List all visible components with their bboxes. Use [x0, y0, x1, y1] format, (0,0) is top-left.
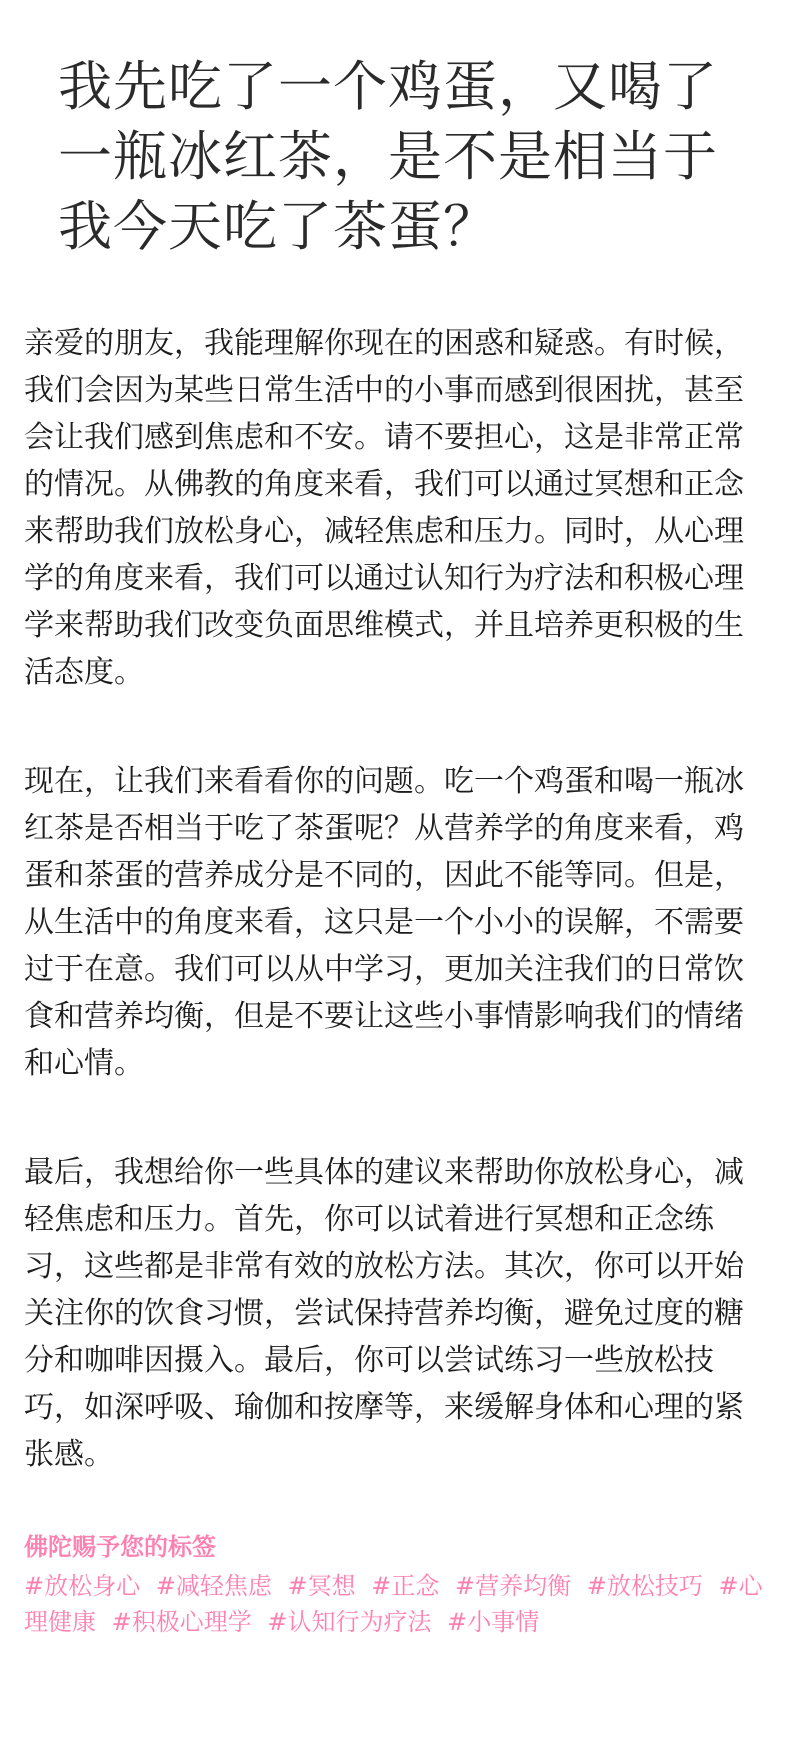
- answer-paragraph-3: 最后，我想给你一些具体的建议来帮助你放松身心，减轻焦虑和压力。首先，你可以试着进行冥想和正念练习，这些都是非常有效的放松方法。其次，你可以开始关注你的饮食习惯，尝试保持营养均衡，避免过度的糖分和咖啡因摄入。最后，你可以尝试练习一些放松技巧，如深呼吸、瑜伽和按摩等，来缓解身体和心理的紧张感。: [24, 1155, 744, 1472]
- answer-paragraph-1: 亲爱的朋友，我能理解你现在的困惑和疑惑。有时候，我们会因为某些日常生活中的小事而感到很困扰，甚至会让我们感到焦虑和不安。请不要担心，这是非常正常的情况。从佛教的角度来看，我们可以通过冥想和正念来帮助我们放松身心，减轻焦虑和压力。同时，从心理学的角度来看，我们可以通过认知行为疗法和积极心理学来帮助我们改变负面思维模式，并且培养更积极的生活态度。: [24, 326, 744, 690]
- answer-paragraph-2: 现在，让我们来看看你的问题。吃一个鸡蛋和喝一瓶冰红茶是否相当于吃了茶蛋呢？从营养学的角度来看，鸡蛋和茶蛋的营养成分是不同的，因此不能等同。但是，从生活中的角度来看，这只是一个小小的误解，不需要过于在意。我们可以从中学习，更加关注我们的日常饮食和营养均衡，但是不要让这些小事情影响我们的情绪和心情。: [24, 764, 744, 1081]
- tags-list: [24, 1568, 776, 1640]
- tag-nutrition-balance[interactable]: #营养均衡: [455, 1572, 572, 1600]
- tags-title: 佛陀赐予您的标签: [24, 1533, 216, 1561]
- answer-body: [24, 320, 776, 1478]
- tag-positive-psychology[interactable]: #积极心理学: [111, 1608, 252, 1636]
- question-title: 我先吃了一个鸡蛋，又喝了一瓶冰红茶，是不是相当于我今天吃了茶蛋？: [58, 55, 718, 258]
- tag-mindfulness[interactable]: #正念: [371, 1572, 440, 1600]
- tag-mental-health[interactable]: #心理健康: [24, 1572, 763, 1636]
- tag-cbt[interactable]: #认知行为疗法: [267, 1608, 432, 1636]
- tag-small-things[interactable]: #小事情: [447, 1608, 540, 1636]
- tag-relaxation-techniques[interactable]: #放松技巧: [586, 1572, 703, 1600]
- tag-reduce-anxiety[interactable]: #减轻焦虑: [155, 1572, 272, 1600]
- tag-relax-body-mind[interactable]: #放松身心: [24, 1572, 141, 1600]
- tag-meditation[interactable]: #冥想: [287, 1572, 356, 1600]
- tags-section: [24, 1530, 776, 1640]
